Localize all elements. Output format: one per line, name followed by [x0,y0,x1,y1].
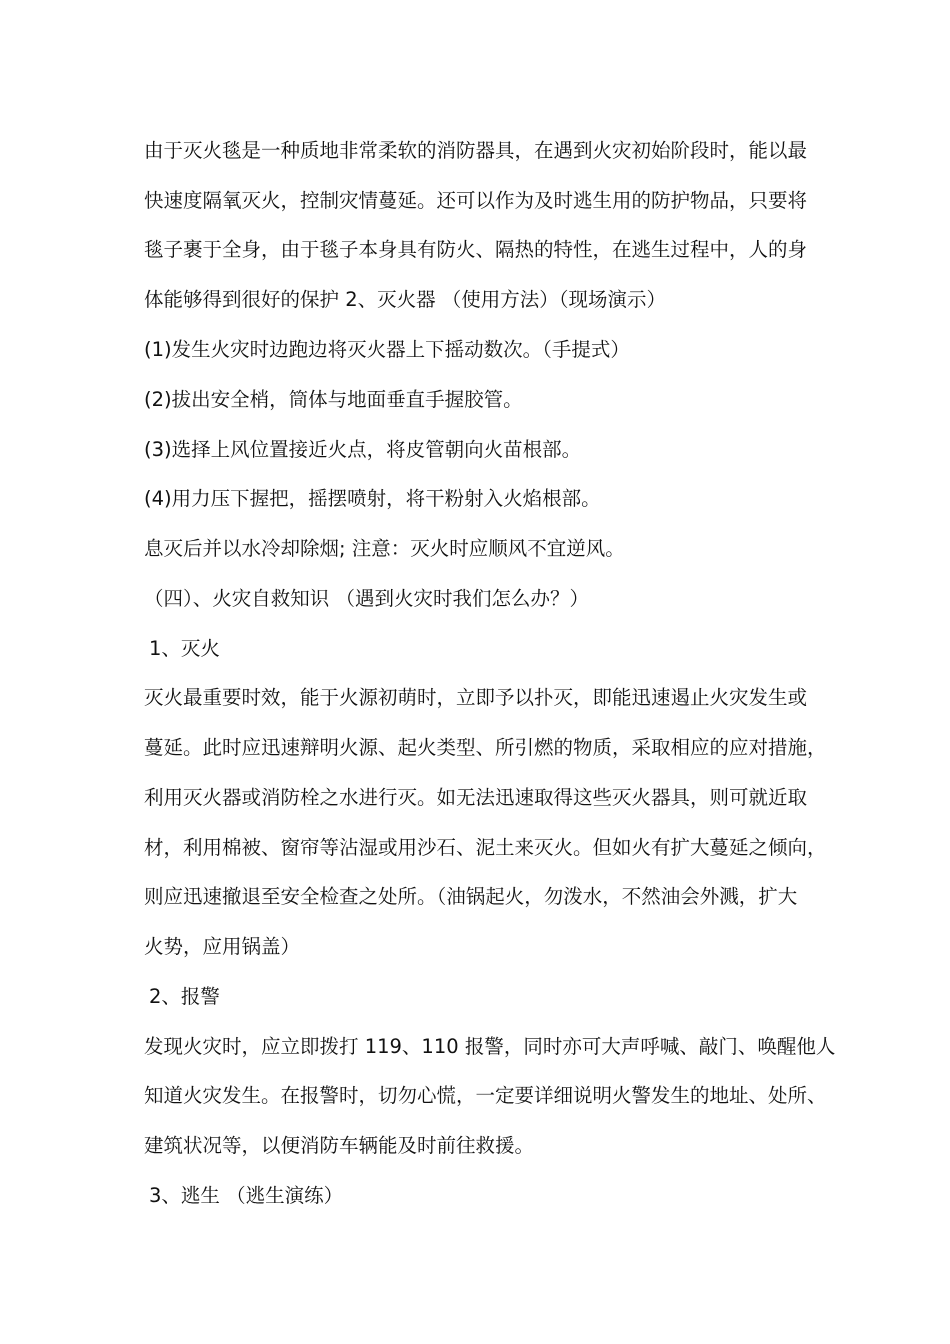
paragraph-line: 蔓延。此时应迅速辩明火源、起火类型、所引燃的物质，采取相应的应对措施， [144,736,827,759]
paragraph-line: 利用灭火器或消防栓之水进行灭。如无法迅速取得这些灭火器具，则可就近取 [144,786,808,809]
paragraph-line: 体能够得到很好的保护 2、灭火器 （使用方法）（现场演示） [144,288,667,311]
paragraph-line: 则应迅速撤退至安全检查之处所。（油锅起火，勿泼水，不然油会外溅，扩大 [144,885,798,908]
list-item: (4)用力压下握把，摇摆喷射，将干粉射入火焰根部。 [144,487,601,510]
paragraph-line: 发现火灾时，应立即拨打 119、110 报警，同时亦可大声呼喊、敲门、唤醒他人 [144,1035,836,1058]
paragraph-line: 灭火最重要时效，能于火源初萌时，立即予以扑灭，即能迅速遏止火灾发生或 [144,686,808,709]
paragraph-line: 息灭后并以水冷却除烟; 注意：灭火时应顺风不宜逆风。 [144,537,625,560]
subsection-heading: 2、报警 [149,985,220,1008]
paragraph-line: 由于灭火毯是一种质地非常柔软的消防器具，在遇到火灾初始阶段时，能以最 [144,139,808,162]
paragraph-line: 毯子裹于全身，由于毯子本身具有防火、隔热的特性，在逃生过程中，人的身 [144,238,808,261]
paragraph-line: 知道火灾发生。在报警时，切勿心慌，一定要详细说明火警发生的地址、处所、 [144,1084,827,1107]
section-heading: （四）、火灾自救知识 （遇到火灾时我们怎么办？） [144,587,589,610]
paragraph-line: 建筑状况等，以便消防车辆能及时前往救援。 [144,1134,535,1157]
subsection-heading: 3、逃生 （逃生演练） [149,1184,344,1207]
list-item: (3)选择上风位置接近火点，将皮管朝向火苗根部。 [144,438,582,461]
paragraph-line: 材，利用棉被、窗帘等沾湿或用沙石、泥土来灭火。但如火有扩大蔓延之倾向， [144,836,827,859]
list-item: (1)发生火灾时边跑边将灭火器上下摇动数次。（手提式） [144,338,630,361]
paragraph-line: 快速度隔氧灭火，控制灾情蔓延。还可以作为及时逃生用的防护物品，只要将 [144,189,808,212]
list-item: (2)拔出安全梢，筒体与地面垂直手握胶管。 [144,388,523,411]
paragraph-line: 火势，应用锅盖） [144,935,301,958]
subsection-heading: 1、灭火 [149,637,220,660]
